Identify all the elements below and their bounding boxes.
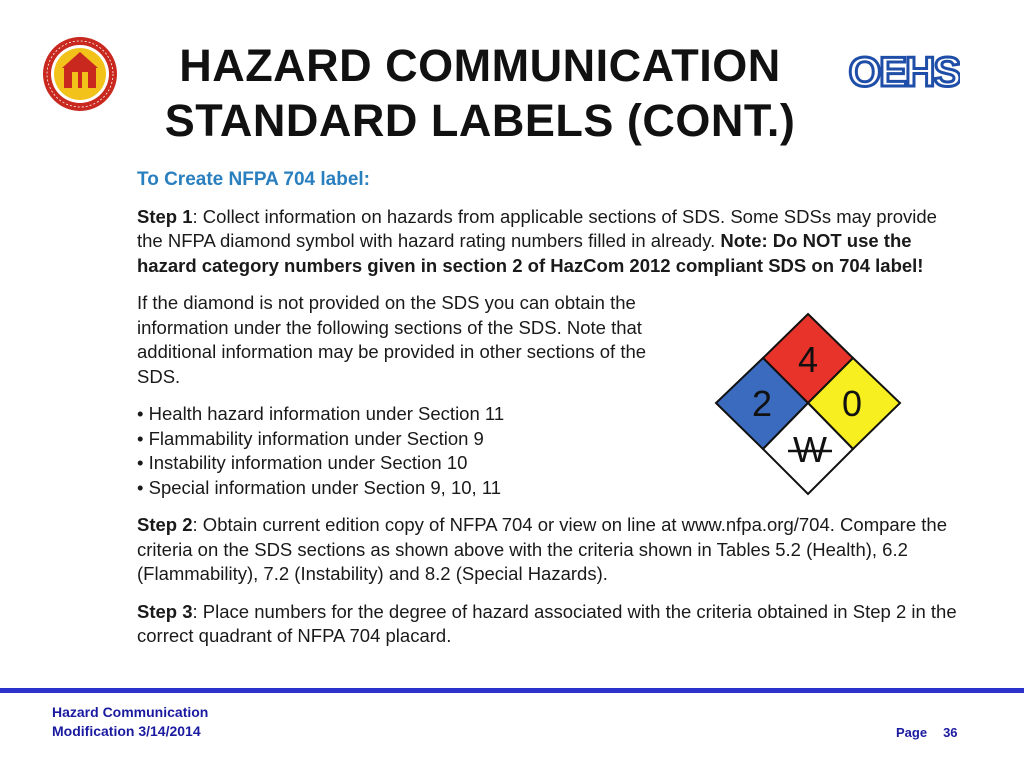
footer-info <box>52 703 208 741</box>
footer-rule <box>0 688 1024 693</box>
special-hazard-rating: W <box>793 429 827 470</box>
step-1-note-text: Do NOT use the hazard category numbers given in section 2 of HazCom 2012 compliant SDS on 704 label! <box>137 230 924 276</box>
step-3-paragraph <box>137 600 957 649</box>
step-1-paragraph <box>137 205 957 279</box>
step-2-text: : Obtain current edition copy of NFPA 704 or view on line at www.nfpa.org/704. Compare the criteria on the SDS sections as shown above with the criteria shown in Tables 5.2 (Health), 6.2 (Flammability), 7.2 (Instability) and 8.2 (Special Hazards). <box>137 514 947 584</box>
district-seal-logo <box>42 36 118 112</box>
oehs-logo-text: OEHS <box>848 48 960 94</box>
page-label: Page <box>896 725 928 740</box>
flammability-rating: 4 <box>797 339 819 380</box>
page-indicator <box>896 725 958 740</box>
nfpa-704-diamond <box>712 312 904 496</box>
footer-line-1: Hazard Communication <box>52 704 209 720</box>
step-3-label: Step 3 <box>137 600 193 622</box>
title-line-2: STANDARD LABELS (CONT.) <box>164 95 796 146</box>
step-3-text: : Place numbers for the degree of hazard associated with the criteria obtained in Step 2 in the correct quadrant of NFPA 704 placard. <box>137 600 957 646</box>
list-item: • Instability information under Section 10 <box>137 451 957 476</box>
list-item: • Flammability information under Section 9 <box>137 427 957 452</box>
step-1-note-label: Note: <box>720 230 768 251</box>
step-1-text: : Collect information on hazards from applicable sections of SDS. Some SDSs may provide the NFPA diamond symbol with hazard rating numbers filled in already. <box>137 205 937 251</box>
list-item: • Health hazard information under Section 11 <box>137 402 957 427</box>
step-1-label: Step 1 <box>137 205 193 227</box>
oehs-logo <box>848 46 960 94</box>
intro-paragraph: If the diamond is not provided on the SDS you can obtain the information under the following sections of the SDS. Note that additional information may be provided in other sections of the SDS. <box>137 292 647 387</box>
page-title <box>130 38 830 148</box>
step-2-paragraph <box>137 513 957 587</box>
page-number: 36 <box>943 725 958 740</box>
footer-line-2: Modification 3/14/2014 <box>52 723 201 739</box>
instability-rating: 0 <box>841 383 863 424</box>
title-line-1: HAZARD COMMUNICATION <box>179 40 781 91</box>
section-subheading: To Create NFPA 704 label: <box>137 169 370 190</box>
step-2-label: Step 2 <box>137 514 193 535</box>
list-item: • Special information under Section 9, 10, 11 <box>137 476 957 501</box>
health-rating: 2 <box>751 383 773 424</box>
